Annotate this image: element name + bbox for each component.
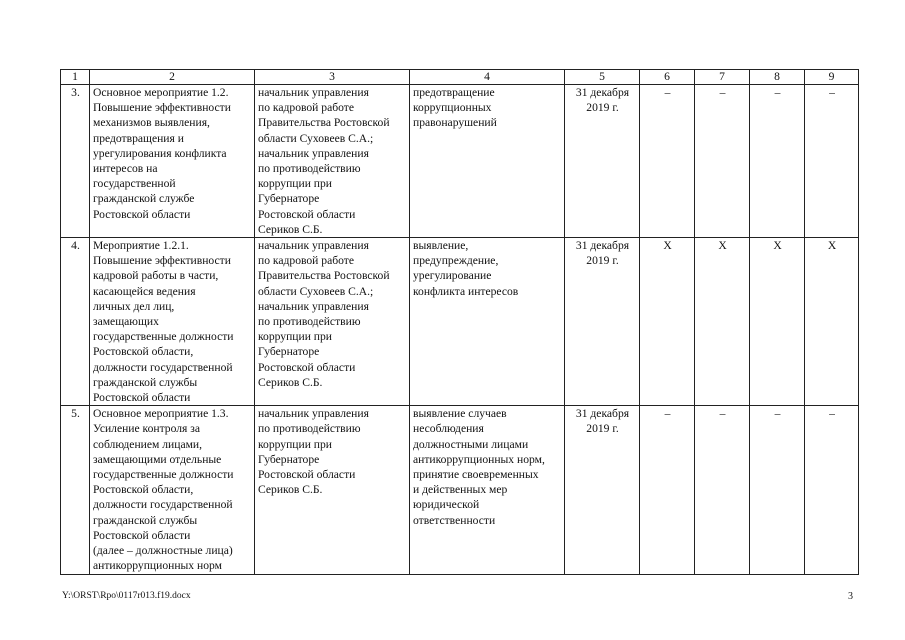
row-number-cell: 5. (61, 406, 90, 574)
table-body (61, 70, 859, 575)
page-number: 3 (848, 591, 853, 602)
cell-text-line: Ростовской области (93, 207, 191, 221)
cell-text-line: личных дел лиц, (93, 299, 175, 313)
header-cell: 7 (695, 70, 750, 85)
cell-text-line: 2019 г. (586, 254, 619, 268)
cell-text-line: по кадровой работе (258, 101, 354, 115)
cell-text-line: начальник управления (258, 86, 369, 99)
cell-text-line: государственной (93, 177, 176, 191)
mark-cell: – (640, 85, 695, 238)
cell-text-line: по противодействию (258, 162, 361, 176)
deadline-cell (565, 406, 640, 574)
cell-text-line: Ростовской области (258, 468, 356, 482)
cell-text-line: Губернаторе (258, 345, 320, 359)
header-cell: 2 (90, 70, 255, 85)
cell-text-line: 31 декабря (575, 407, 630, 421)
cell-text-line: механизмов выявления, (93, 116, 210, 130)
cell-text-line: коррупции при (258, 437, 333, 451)
mark-cell: – (695, 85, 750, 238)
cell-text-line: и действенных мер (413, 483, 508, 497)
expected-result-cell (410, 406, 565, 574)
cell-text-line: соблюдением лицами, (93, 437, 203, 451)
cell-text-line: области Суховеев С.А.; (258, 284, 374, 298)
mark-cell: – (805, 85, 859, 238)
cell-text-line: 31 декабря (575, 86, 630, 99)
cell-text-line: начальник управления (258, 239, 369, 253)
cell-text-line: предотвращения и (93, 131, 184, 145)
cell-text-line: Повышение эффективности (93, 254, 231, 268)
cell-text-line: несоблюдения (413, 422, 484, 436)
mark-cell: – (750, 85, 805, 238)
cell-text-line: ответственности (413, 513, 496, 527)
header-cell: 5 (565, 70, 640, 85)
cell-text-line: Сериков С.Б. (258, 483, 323, 497)
header-cell: 3 (255, 70, 410, 85)
cell-text-line: Правительства Ростовской (258, 269, 390, 283)
mark-cell: Х (640, 238, 695, 406)
cell-text-line: 31 декабря (575, 239, 630, 253)
cell-text-line: должностными лицами (413, 437, 529, 451)
measure-name-cell (90, 238, 255, 406)
measure-name-cell (90, 406, 255, 574)
cell-text-line: Основное мероприятие 1.2. (93, 86, 229, 99)
header-cell: 1 (61, 70, 90, 85)
cell-text-line: Ростовской области, (93, 483, 194, 497)
mark-cell: Х (695, 238, 750, 406)
cell-text-line: юридической (413, 498, 480, 512)
header-cell: 6 (640, 70, 695, 85)
cell-text-line: Правительства Ростовской (258, 116, 390, 130)
cell-text-line: Сериков С.Б. (258, 222, 323, 236)
cell-text-line: начальник управления (258, 407, 369, 421)
cell-text-line: должности государственной (93, 498, 233, 512)
mark-cell: – (640, 406, 695, 574)
cell-text-line: антикоррупционных норм, (413, 452, 545, 466)
cell-text-line: 2019 г. (586, 101, 619, 115)
expected-result-cell (410, 85, 565, 238)
cell-text-line: гражданской службы (93, 513, 198, 527)
cell-text-line: Повышение эффективности (93, 101, 231, 115)
cell-text-line: Ростовской области (258, 360, 356, 374)
cell-text-line: по противодействию (258, 315, 361, 329)
measure-name-cell (90, 85, 255, 238)
cell-text-line: Ростовской области (93, 528, 191, 542)
header-row (61, 70, 859, 85)
cell-text-line: гражданской службы (93, 375, 198, 389)
cell-text-line: 2019 г. (586, 422, 619, 436)
cell-text-line: коррупционных (413, 101, 492, 115)
cell-text-line: должности государственной (93, 360, 233, 374)
row-number-cell: 3. (61, 85, 90, 238)
cell-text-line: области Суховеев С.А.; (258, 131, 374, 145)
cell-text-line: Усиление контроля за (93, 422, 200, 436)
cell-text-line: коррупции при (258, 177, 333, 191)
cell-text-line: Ростовской области (258, 207, 356, 221)
cell-text-line: государственные должности (93, 330, 234, 344)
cell-text-line: начальник управления (258, 146, 369, 160)
mark-cell: – (750, 406, 805, 574)
cell-text-line: кадровой работы в части, (93, 269, 219, 283)
cell-text-line: конфликта интересов (413, 284, 519, 298)
cell-text-line: предотвращение (413, 86, 495, 99)
cell-text-line: урегулирование (413, 269, 492, 283)
responsible-cell (255, 406, 410, 574)
cell-text-line: Губернаторе (258, 452, 320, 466)
measures-table (60, 69, 859, 575)
cell-text-line: гражданской службе (93, 192, 195, 206)
cell-text-line: Ростовской области (93, 391, 191, 405)
deadline-cell (565, 85, 640, 238)
cell-text-line: Губернаторе (258, 192, 320, 206)
mark-cell: – (695, 406, 750, 574)
cell-text-line: (далее – должностные лица) (93, 544, 233, 558)
cell-text-line: касающейся ведения (93, 284, 196, 298)
cell-text-line: государственные должности (93, 468, 234, 482)
responsible-cell (255, 238, 410, 406)
responsible-cell (255, 85, 410, 238)
cell-text-line: замещающими отдельные (93, 452, 222, 466)
footer-file-path: Y:\ORST\Rpo\0117r013.f19.docx (62, 591, 191, 601)
cell-text-line: антикоррупционных норм (93, 559, 222, 573)
cell-text-line: урегулирования конфликта (93, 146, 227, 160)
table-row (61, 238, 859, 406)
cell-text-line: коррупции при (258, 330, 333, 344)
cell-text-line: Мероприятие 1.2.1. (93, 239, 189, 253)
cell-text-line: замещающих (93, 315, 159, 329)
row-number-cell: 4. (61, 238, 90, 406)
cell-text-line: Основное мероприятие 1.3. (93, 407, 229, 421)
cell-text-line: по противодействию (258, 422, 361, 436)
table-row (61, 406, 859, 574)
cell-text-line: начальник управления (258, 299, 369, 313)
expected-result-cell (410, 238, 565, 406)
cell-text-line: принятие своевременных (413, 468, 539, 482)
deadline-cell (565, 238, 640, 406)
cell-text-line: по кадровой работе (258, 254, 354, 268)
mark-cell: – (805, 406, 859, 574)
header-cell: 4 (410, 70, 565, 85)
cell-text-line: Ростовской области, (93, 345, 194, 359)
header-cell: 8 (750, 70, 805, 85)
cell-text-line: выявление, (413, 239, 469, 253)
mark-cell: Х (750, 238, 805, 406)
cell-text-line: правонарушений (413, 116, 497, 130)
cell-text-line: предупреждение, (413, 254, 499, 268)
header-cell: 9 (805, 70, 859, 85)
table-row (61, 85, 859, 238)
cell-text-line: Сериков С.Б. (258, 375, 323, 389)
mark-cell: Х (805, 238, 859, 406)
cell-text-line: интересов на (93, 162, 158, 176)
cell-text-line: выявление случаев (413, 407, 507, 421)
